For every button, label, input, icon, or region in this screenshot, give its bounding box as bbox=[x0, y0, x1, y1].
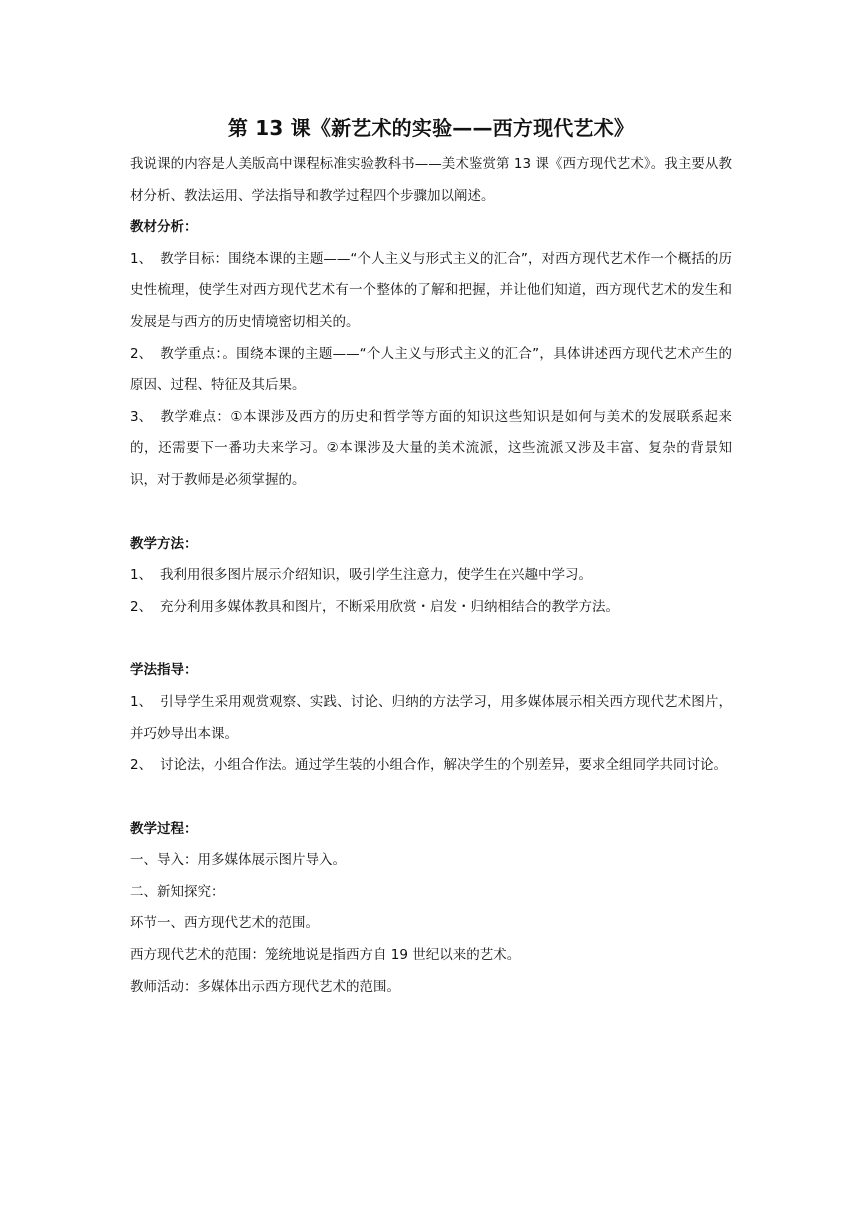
item-text: 讨论法，小组合作法。通过学生装的小组合作，解决学生的个别差异，要求全组同学共同讨论。 bbox=[160, 757, 727, 774]
heading-process: 教学过程： bbox=[130, 820, 198, 837]
item-text: 引导学生采用观赏观察、实践、讨论、归纳的方法学习，用多媒体展示相关西方现代艺术图片，并巧妙导出本课。 bbox=[130, 693, 732, 742]
process-line-4: 西方现代艺术的范围：笼统地说是指西方自 19 世纪以来的艺术。 bbox=[130, 947, 521, 964]
item-number: 2、 bbox=[130, 345, 153, 362]
intro-paragraph: 我说课的内容是人美版高中课程标准实验教科书——美术鉴赏第 13 课《西方现代艺术》。我主要从教材分析、教法运用、学法指导和教学过程四个步骤加以阐述。 bbox=[130, 156, 732, 204]
process-line-5: 教师活动：多媒体出示西方现代艺术的范围。 bbox=[130, 978, 400, 995]
item-text: 教学重点：。围绕本课的主题——“个人主义与形式主义的汇合”，具体讲述西方现代艺术产生的原因、过程、特征及其后果。 bbox=[130, 345, 732, 394]
heading-learning: 学法指导： bbox=[130, 662, 198, 679]
item-number: 3、 bbox=[130, 408, 153, 425]
spacer bbox=[130, 623, 732, 655]
item-number: 1、 bbox=[130, 250, 153, 267]
item-number: 1、 bbox=[130, 693, 153, 710]
spacer bbox=[130, 782, 732, 814]
process-line-2: 二、新知探究： bbox=[130, 883, 225, 900]
item-number: 2、 bbox=[130, 598, 153, 615]
item-text: 我利用很多图片展示介绍知识，吸引学生注意力，使学生在兴趣中学习。 bbox=[160, 567, 592, 584]
item-text: 教学目标：围绕本课的主题——“个人主义与形式主义的汇合”，对西方现代艺术作一个概括的历史性梳理，使学生对西方现代艺术有一个整体的了解和把握，并让他们知道，西方现代艺术的发生和发展是与西方的历史情境密切相关的。 bbox=[130, 250, 732, 330]
heading-analysis: 教材分析： bbox=[130, 219, 198, 236]
heading-methods: 教学方法： bbox=[130, 535, 198, 552]
process-line-3: 环节一、西方现代艺术的范围。 bbox=[130, 915, 319, 932]
analysis-item-3 bbox=[130, 402, 732, 497]
learning-item-2 bbox=[130, 750, 732, 782]
methods-item-2 bbox=[130, 592, 732, 624]
document-title: 第 13 课《新艺术的实验——西方现代艺术》 bbox=[227, 116, 635, 140]
analysis-item-2 bbox=[130, 339, 732, 402]
learning-item-1 bbox=[130, 687, 732, 750]
methods-item-1 bbox=[130, 560, 732, 592]
item-text: 充分利用多媒体教具和图片，不断采用欣赏・启发・归纳相结合的教学方法。 bbox=[160, 598, 619, 615]
item-number: 1、 bbox=[130, 567, 153, 584]
process-line-1: 一、导入：用多媒体展示图片导入。 bbox=[130, 852, 346, 869]
item-number: 2、 bbox=[130, 757, 153, 774]
spacer bbox=[130, 497, 732, 529]
analysis-item-1 bbox=[130, 244, 732, 339]
document-page bbox=[130, 108, 732, 1003]
item-text: 教学难点：①本课涉及西方的历史和哲学等方面的知识这些知识是如何与美术的发展联系起来的，还需要下一番功夫来学习。②本课涉及大量的美术流派，这些流派又涉及丰富、复杂的背景知识，对于教师是必须掌握的。 bbox=[130, 408, 732, 488]
